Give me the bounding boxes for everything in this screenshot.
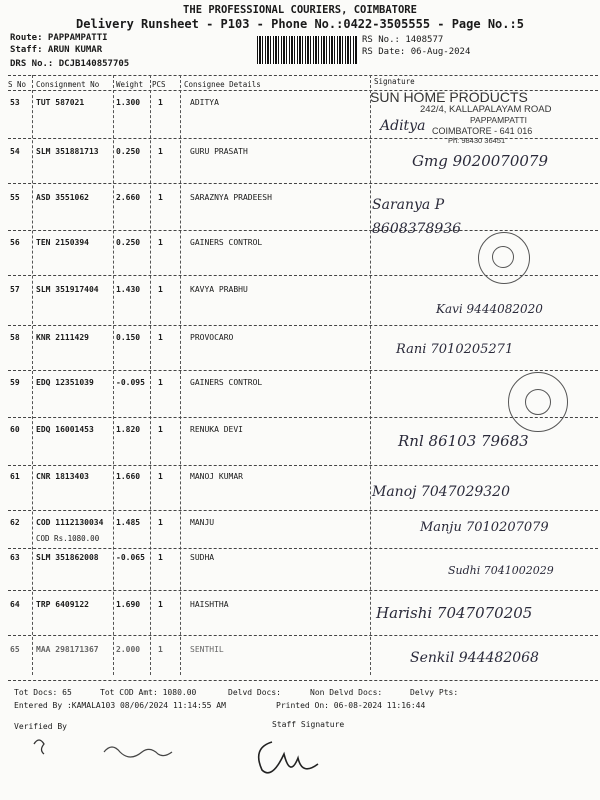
printed-on: Printed On: 06-08-2024 11:16:44 xyxy=(276,701,426,710)
row-pcs: 1 xyxy=(158,425,163,434)
stamp-address-line: 242/4, KALLAPALAYAM ROAD xyxy=(420,104,552,115)
row-signature: Aditya xyxy=(380,118,426,134)
row-consignment: TUT 587021 xyxy=(36,98,85,107)
row-pcs: 1 xyxy=(158,378,163,387)
row-consignee: GURU PRASATH xyxy=(190,147,248,156)
row-consignee: MANOJ KUMAR xyxy=(190,472,243,481)
row-pcs: 1 xyxy=(158,238,163,247)
route-label: Route: PAPPAMPATTI xyxy=(10,33,108,43)
row-rule xyxy=(8,548,598,549)
row-sno: 56 xyxy=(10,238,20,247)
row-consignment: KNR 2111429 xyxy=(36,333,89,342)
row-weight: 0.250 xyxy=(116,238,141,247)
row-sno: 62 xyxy=(10,518,20,527)
rs-date: RS Date: 06-Aug-2024 xyxy=(362,47,471,57)
stamp-address-line: COIMBATORE - 641 016 xyxy=(432,126,533,136)
col-divider xyxy=(32,75,33,675)
row-signature: Rani 7010205271 xyxy=(396,342,514,357)
row-weight: -0.065 xyxy=(116,553,145,562)
row-consignment: SLM 351881713 xyxy=(36,147,99,156)
non-delivered-docs: Non Delvd Docs: xyxy=(310,688,383,697)
row-weight: 0.150 xyxy=(116,333,141,342)
row-weight: 1.485 xyxy=(116,518,141,527)
row-signature: Gmg 9020070079 xyxy=(412,152,549,170)
row-rule xyxy=(8,325,598,326)
row-sno: 57 xyxy=(10,285,20,294)
col-divider xyxy=(180,75,181,675)
row-rule xyxy=(8,138,598,139)
col-header-signature: Signature xyxy=(374,77,415,86)
row-pcs: 1 xyxy=(158,518,163,527)
row-sno: 55 xyxy=(10,193,20,202)
row-consignee: HAISHTHA xyxy=(190,600,229,609)
row-sno: 65 xyxy=(10,645,20,654)
row-rule xyxy=(8,230,598,231)
row-weight: 1.660 xyxy=(116,472,141,481)
row-sno: 59 xyxy=(10,378,20,387)
col-divider xyxy=(113,75,114,675)
row-weight: -0.095 xyxy=(116,378,145,387)
row-consignee: SARAZNYA PRADEESH xyxy=(190,193,272,202)
barcode xyxy=(257,36,357,64)
row-signature: Kavi 9444082020 xyxy=(436,302,543,316)
row-consignment: COD 1112130034 xyxy=(36,518,104,527)
delivered-docs: Delvd Docs: xyxy=(228,688,281,697)
stamp-company-name: SUN HOME PRODUCTS xyxy=(370,89,528,105)
col-header-consignment: Consignment No xyxy=(36,80,100,89)
row-rule xyxy=(8,465,598,466)
col-divider xyxy=(150,75,151,675)
staff-signature-label: Staff Signature xyxy=(272,720,345,729)
row-rule xyxy=(8,510,598,511)
row-sno: 63 xyxy=(10,553,20,562)
row-consignee: PROVOCARO xyxy=(190,333,234,342)
row-signature: Manju 7010207079 xyxy=(420,520,549,535)
row-consignee: MANJU xyxy=(190,518,215,527)
row-pcs: 1 xyxy=(158,333,163,342)
row-signature: Manoj 7047029320 xyxy=(372,484,510,500)
row-weight: 1.300 xyxy=(116,98,141,107)
drs-number: DRS No.: DCJB140857705 xyxy=(10,59,130,69)
row-sno: 60 xyxy=(10,425,20,434)
row-consignee: ADITYA xyxy=(190,98,219,107)
row-pcs: 1 xyxy=(158,600,163,609)
row-signature: Senkil 944482068 xyxy=(410,650,539,666)
row-consignment: TEN 2150394 xyxy=(36,238,89,247)
table-top-rule xyxy=(8,75,598,76)
row-pcs: 1 xyxy=(158,553,163,562)
row-signature: Rnl 86103 79683 xyxy=(398,432,529,450)
footer-signatures xyxy=(20,728,360,793)
row-rule xyxy=(8,590,598,591)
row-pcs: 1 xyxy=(158,645,163,654)
col-header-pcs: PCS xyxy=(152,80,166,89)
row-consignment: SLM 351917404 xyxy=(36,285,99,294)
row-weight: 0.250 xyxy=(116,147,141,156)
total-docs: Tot Docs: 65 xyxy=(14,688,72,697)
stamp-phone-line: Ph: 98430 36451 xyxy=(448,136,506,145)
col-header-consignee: Consignee Details xyxy=(184,80,261,89)
total-cod-amount: Tot COD Amt: 1080.00 xyxy=(100,688,197,697)
runsheet-title: Delivery Runsheet - P103 - Phone No.:0422-3505555 - Page No.:5 xyxy=(76,17,524,31)
row-weight: 2.000 xyxy=(116,645,141,654)
row-weight: 2.660 xyxy=(116,193,141,202)
row-consignee: SUDHA xyxy=(190,553,215,562)
row-consignment: TRP 6409122 xyxy=(36,600,89,609)
entered-by: Entered By :KAMALA103 08/06/2024 11:14:55 AM xyxy=(14,701,226,710)
company-seal-inner xyxy=(525,389,551,415)
row-sno: 58 xyxy=(10,333,20,342)
cod-amount-note: COD Rs.1080.00 xyxy=(36,534,100,543)
row-rule xyxy=(8,417,598,418)
row-consignment: ASD 3551062 xyxy=(36,193,89,202)
row-consignment: EDQ 16001453 xyxy=(36,425,94,434)
row-consignment: CNR 1813403 xyxy=(36,472,89,481)
row-signature: Saranya P 8608378936 xyxy=(372,197,462,237)
delivery-points: Delvy Pts: xyxy=(410,688,459,697)
col-header-sno: S No xyxy=(8,80,27,89)
row-rule xyxy=(8,680,598,681)
row-rule xyxy=(8,183,598,184)
row-sno: 54 xyxy=(10,147,20,156)
company-seal-inner xyxy=(492,246,514,268)
stamp-address-line: PAPPAMPATTI xyxy=(470,115,527,125)
row-sno: 53 xyxy=(10,98,20,107)
row-consignee: SENTHIL xyxy=(190,645,224,654)
row-consignee: GAINERS CONTROL xyxy=(190,378,263,387)
row-pcs: 1 xyxy=(158,472,163,481)
row-signature: Harishi 7047070205 xyxy=(376,604,533,622)
row-consignment: EDQ 12351039 xyxy=(36,378,94,387)
col-divider xyxy=(370,75,371,675)
row-sno: 64 xyxy=(10,600,20,609)
row-weight: 1.820 xyxy=(116,425,141,434)
row-consignee: RENUKA DEVI xyxy=(190,425,243,434)
row-sno: 61 xyxy=(10,472,20,481)
row-signature: Sudhi 7041002029 xyxy=(448,564,554,577)
verified-by-label: Verified By xyxy=(14,722,67,731)
row-pcs: 1 xyxy=(158,193,163,202)
row-consignee: KAVYA PRABHU xyxy=(190,285,248,294)
row-rule xyxy=(8,370,598,371)
row-consignment: SLM 351862008 xyxy=(36,553,99,562)
row-weight: 1.690 xyxy=(116,600,141,609)
rs-number: RS No.: 1408577 xyxy=(362,35,444,45)
row-pcs: 1 xyxy=(158,285,163,294)
row-weight: 1.430 xyxy=(116,285,141,294)
row-consignment: MAA 298171367 xyxy=(36,645,99,654)
col-header-weight: Weight xyxy=(116,80,144,89)
row-rule xyxy=(8,635,598,636)
staff-label: Staff: ARUN KUMAR xyxy=(10,45,103,55)
row-pcs: 1 xyxy=(158,98,163,107)
row-consignee: GAINERS CONTROL xyxy=(190,238,263,247)
row-pcs: 1 xyxy=(158,147,163,156)
company-title: THE PROFESSIONAL COURIERS, COIMBATORE xyxy=(183,4,417,16)
